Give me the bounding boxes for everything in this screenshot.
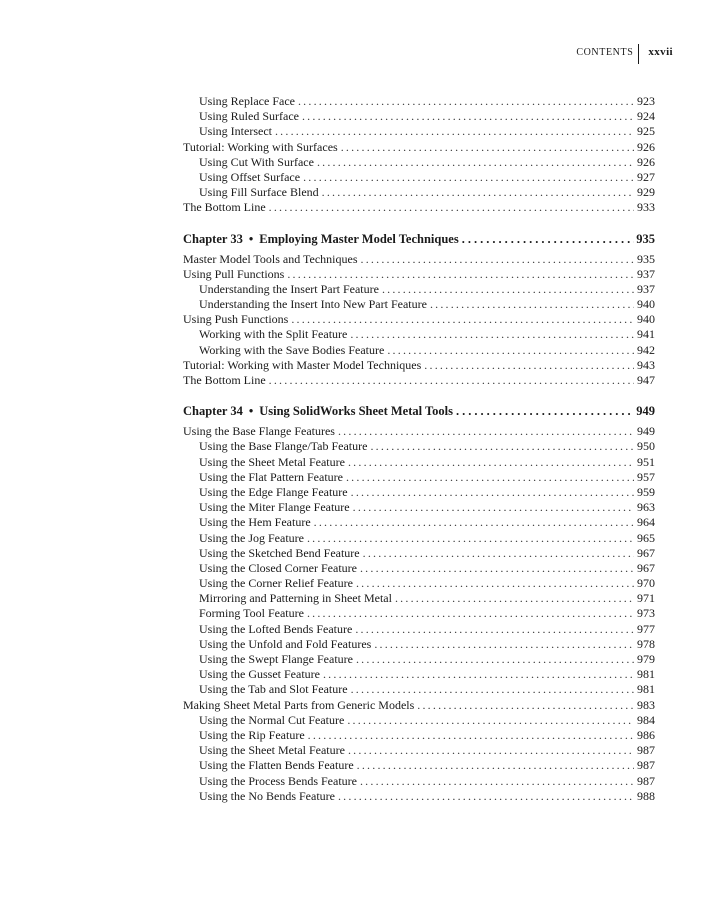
toc-entry-title: Using the Flat Pattern Feature xyxy=(199,469,343,484)
dot-leader xyxy=(275,124,634,139)
toc-entry-title: Tutorial: Working with Master Model Techniques xyxy=(183,357,422,372)
dot-leader xyxy=(307,531,634,546)
toc-entry-page: 987 xyxy=(637,773,655,788)
toc-entry[interactable] xyxy=(183,546,655,561)
toc-entry-page: 937 xyxy=(637,281,655,296)
toc-entry[interactable] xyxy=(183,312,655,327)
toc-entry[interactable] xyxy=(183,606,655,621)
dot-leader xyxy=(351,485,634,500)
chapter-heading[interactable] xyxy=(183,403,655,420)
toc-entry-page: 959 xyxy=(637,484,655,499)
toc-entry-title: Using the No Bends Feature xyxy=(199,788,335,803)
toc-entry[interactable] xyxy=(183,713,655,728)
dot-leader xyxy=(338,424,634,439)
toc-entry-title: The Bottom Line xyxy=(183,200,266,215)
toc-entry-title: Using the Corner Relief Feature xyxy=(199,576,353,591)
dot-leader xyxy=(395,591,634,606)
toc-entry-title: Using the Rip Feature xyxy=(199,727,305,742)
dot-leader xyxy=(462,231,635,248)
dot-leader xyxy=(348,743,634,758)
toc-entry[interactable] xyxy=(183,485,655,500)
toc-section xyxy=(183,231,655,389)
toc-entry-page: 943 xyxy=(637,357,655,372)
dot-leader xyxy=(374,637,634,652)
toc-entry-title: Using the Sheet Metal Feature xyxy=(199,743,345,758)
toc-entry-page: 941 xyxy=(637,327,655,342)
toc-entry-page: 983 xyxy=(637,697,655,712)
toc-entry-title: Using Offset Surface xyxy=(199,169,301,184)
dot-leader xyxy=(269,373,634,388)
toc-entry[interactable] xyxy=(183,758,655,773)
toc-entry-page: 987 xyxy=(637,758,655,773)
toc-entry-page: 984 xyxy=(637,712,655,727)
toc-entry-page: 977 xyxy=(637,621,655,636)
toc-entry[interactable] xyxy=(183,327,655,342)
toc-entry-page: 923 xyxy=(637,94,655,108)
toc-entry-page: 924 xyxy=(637,109,655,124)
toc-entry-page: 986 xyxy=(637,727,655,742)
toc-entry[interactable] xyxy=(183,185,655,200)
toc-entry[interactable] xyxy=(183,789,655,804)
toc-entry[interactable] xyxy=(183,743,655,758)
toc-entry[interactable] xyxy=(183,155,655,170)
toc-entry-page: 940 xyxy=(637,297,655,312)
toc-section xyxy=(183,94,655,216)
toc-entry-title: Using Push Functions xyxy=(183,312,289,327)
dot-leader xyxy=(269,200,634,215)
dot-leader xyxy=(382,282,634,297)
toc-entry[interactable] xyxy=(183,170,655,185)
toc-entry-page: 940 xyxy=(637,312,655,327)
toc-entry[interactable] xyxy=(183,109,655,124)
toc-entry[interactable] xyxy=(183,252,655,267)
toc-entry-page: 951 xyxy=(637,454,655,469)
toc-entry-title: Using the Gusset Feature xyxy=(199,667,320,682)
running-title: CONTENTS xyxy=(576,46,634,58)
page-number: xxvii xyxy=(648,46,673,58)
toc-entry-title: Master Model Tools and Techniques xyxy=(183,251,358,266)
dot-leader xyxy=(350,327,634,342)
dot-leader xyxy=(298,94,634,109)
toc-entry[interactable] xyxy=(183,637,655,652)
toc-entry-title: Using the Jog Feature xyxy=(199,530,304,545)
toc-entry-title: Using the Unfold and Fold Features xyxy=(199,636,372,651)
toc-entry[interactable] xyxy=(183,140,655,155)
toc-entry-title: Using the Process Bends Feature xyxy=(199,773,357,788)
toc-entry[interactable] xyxy=(183,200,655,215)
toc-entry-page: 942 xyxy=(637,342,655,357)
toc-entry[interactable] xyxy=(183,531,655,546)
chapter-title-group xyxy=(183,403,453,420)
toc-entry-page: 950 xyxy=(637,439,655,454)
toc-entry-page: 947 xyxy=(637,373,655,387)
toc-entry-title: Using Pull Functions xyxy=(183,266,285,281)
toc-entry-page: 949 xyxy=(637,424,655,439)
toc-entry-page: 973 xyxy=(637,606,655,621)
dot-leader xyxy=(356,652,634,667)
toc-entry-page: 971 xyxy=(637,591,655,606)
chapter-page-number: 949 xyxy=(636,404,655,419)
toc-entry[interactable] xyxy=(183,282,655,297)
toc-entry-title: Using the Edge Flange Feature xyxy=(199,484,348,499)
toc-entry[interactable] xyxy=(183,622,655,637)
toc-entry-title: Using the Tab and Slot Feature xyxy=(199,682,348,697)
toc-section xyxy=(183,403,655,804)
dot-leader xyxy=(317,155,634,170)
toc-entry[interactable] xyxy=(183,682,655,697)
chapter-title-group xyxy=(183,231,459,248)
toc-entry[interactable] xyxy=(183,652,655,667)
chapter-heading[interactable] xyxy=(183,231,655,248)
dot-leader xyxy=(355,622,634,637)
chapter-label: Chapter 33 xyxy=(183,231,243,246)
running-header xyxy=(576,40,673,64)
toc-entry-title: Working with the Save Bodies Feature xyxy=(199,342,385,357)
chapter-page-number: 935 xyxy=(636,231,655,246)
toc-entry-title: Using the Closed Corner Feature xyxy=(199,560,357,575)
toc-entry-page: 957 xyxy=(637,469,655,484)
toc-entry-title: Using the Hem Feature xyxy=(199,515,311,530)
dot-leader xyxy=(424,358,634,373)
toc-entry-title: Using Ruled Surface xyxy=(199,109,299,124)
toc-entry-page: 965 xyxy=(637,530,655,545)
dot-leader xyxy=(341,140,634,155)
toc-entry-title: Using the Base Flange Features xyxy=(183,424,335,439)
dot-leader xyxy=(307,606,634,621)
toc-entry-title: Working with the Split Feature xyxy=(199,327,348,342)
dot-leader xyxy=(417,698,634,713)
toc-entry[interactable] xyxy=(183,124,655,139)
toc-entry[interactable] xyxy=(183,728,655,743)
toc-entry-title: Using Intersect xyxy=(199,124,272,139)
dot-leader xyxy=(370,439,634,454)
toc-entry-page: 964 xyxy=(637,515,655,530)
toc-entry-page: 926 xyxy=(637,154,655,169)
toc-entry[interactable] xyxy=(183,455,655,470)
toc-entry[interactable] xyxy=(183,358,655,373)
toc-entry-title: Using the Swept Flange Feature xyxy=(199,652,353,666)
toc-entry[interactable] xyxy=(183,267,655,282)
toc-entry-page: 987 xyxy=(637,743,655,758)
dot-leader xyxy=(357,758,634,773)
chapter-label: Chapter 34 xyxy=(183,404,243,419)
dot-leader xyxy=(363,546,634,561)
dot-leader xyxy=(356,576,634,591)
toc-entry-page: 937 xyxy=(637,266,655,281)
toc-entry[interactable] xyxy=(183,297,655,312)
toc-entry[interactable] xyxy=(183,515,655,530)
dot-leader xyxy=(314,515,634,530)
toc-entry-page: 935 xyxy=(637,251,655,266)
toc-entry-title: Using the Base Flange/Tab Feature xyxy=(199,439,368,454)
dot-leader xyxy=(322,185,634,200)
dot-leader xyxy=(430,297,634,312)
dot-leader xyxy=(323,667,634,682)
toc-entry-title: Mirroring and Patterning in Sheet Metal xyxy=(199,591,392,606)
toc-entry-page: 933 xyxy=(637,200,655,215)
toc-entry-page: 981 xyxy=(637,682,655,697)
toc-entry-title: Using the Miter Flange Feature xyxy=(199,500,350,515)
toc-entry-title: Using Fill Surface Blend xyxy=(199,185,319,200)
toc-entry[interactable] xyxy=(183,343,655,358)
dot-leader xyxy=(347,713,634,728)
toc-entry-title: Understanding the Insert Part Feature xyxy=(199,281,379,296)
toc-entry[interactable] xyxy=(183,94,655,109)
toc-entry[interactable] xyxy=(183,561,655,576)
toc-entry-title: Making Sheet Metal Parts from Generic Models xyxy=(183,697,415,712)
toc-entry[interactable] xyxy=(183,591,655,606)
toc-entry[interactable] xyxy=(183,576,655,591)
table-of-contents xyxy=(183,94,655,819)
chapter-bullet: • xyxy=(248,231,254,246)
dot-leader xyxy=(353,500,634,515)
toc-entry-page: 927 xyxy=(637,169,655,184)
toc-entry-title: Using the Normal Cut Feature xyxy=(199,712,345,727)
toc-entry[interactable] xyxy=(183,774,655,789)
dot-leader xyxy=(302,109,634,124)
toc-entry-page: 926 xyxy=(637,139,655,154)
toc-entry[interactable] xyxy=(183,500,655,515)
dot-leader xyxy=(361,252,634,267)
toc-entry-title: Tutorial: Working with Surfaces xyxy=(183,139,338,154)
dot-leader xyxy=(303,170,634,185)
dot-leader xyxy=(348,455,634,470)
toc-entry-page: 963 xyxy=(637,500,655,515)
dot-leader xyxy=(360,561,634,576)
toc-entry-page: 967 xyxy=(637,545,655,560)
dot-leader xyxy=(351,682,634,697)
dot-leader xyxy=(287,267,634,282)
toc-entry-page: 970 xyxy=(637,576,655,591)
dot-leader xyxy=(291,312,634,327)
toc-entry-title: Forming Tool Feature xyxy=(199,606,304,621)
chapter-title: Employing Master Model Techniques xyxy=(259,231,459,246)
dot-leader xyxy=(387,343,634,358)
toc-entry[interactable] xyxy=(183,373,655,388)
toc-entry-title: Using the Sheet Metal Feature xyxy=(199,454,345,469)
toc-entry-title: Using the Sketched Bend Feature xyxy=(199,545,360,560)
toc-entry-title: Using the Lofted Bends Feature xyxy=(199,621,353,636)
dot-leader xyxy=(338,789,634,804)
toc-entry-title: The Bottom Line xyxy=(183,373,266,387)
toc-entry-page: 978 xyxy=(637,636,655,651)
toc-entry-page: 979 xyxy=(637,652,655,666)
toc-entry-title: Understanding the Insert Into New Part Feature xyxy=(199,297,427,312)
dot-leader xyxy=(308,728,634,743)
dot-leader xyxy=(346,470,634,485)
toc-entry[interactable] xyxy=(183,470,655,485)
toc-entry-title: Using Replace Face xyxy=(199,94,295,108)
toc-entry[interactable] xyxy=(183,424,655,439)
toc-entry-page: 925 xyxy=(637,124,655,139)
toc-entry-page: 988 xyxy=(637,788,655,803)
toc-entry[interactable] xyxy=(183,698,655,713)
toc-entry-page: 967 xyxy=(637,560,655,575)
chapter-bullet: • xyxy=(248,404,254,419)
chapter-title: Using SolidWorks Sheet Metal Tools xyxy=(259,404,454,419)
toc-entry-title: Using Cut With Surface xyxy=(199,154,314,169)
toc-entry-page: 981 xyxy=(637,667,655,682)
toc-entry[interactable] xyxy=(183,439,655,454)
toc-entry[interactable] xyxy=(183,667,655,682)
toc-entry-title: Using the Flatten Bends Feature xyxy=(199,758,354,773)
toc-entry-page: 929 xyxy=(637,185,655,200)
dot-leader xyxy=(360,774,634,789)
dot-leader xyxy=(456,403,634,420)
